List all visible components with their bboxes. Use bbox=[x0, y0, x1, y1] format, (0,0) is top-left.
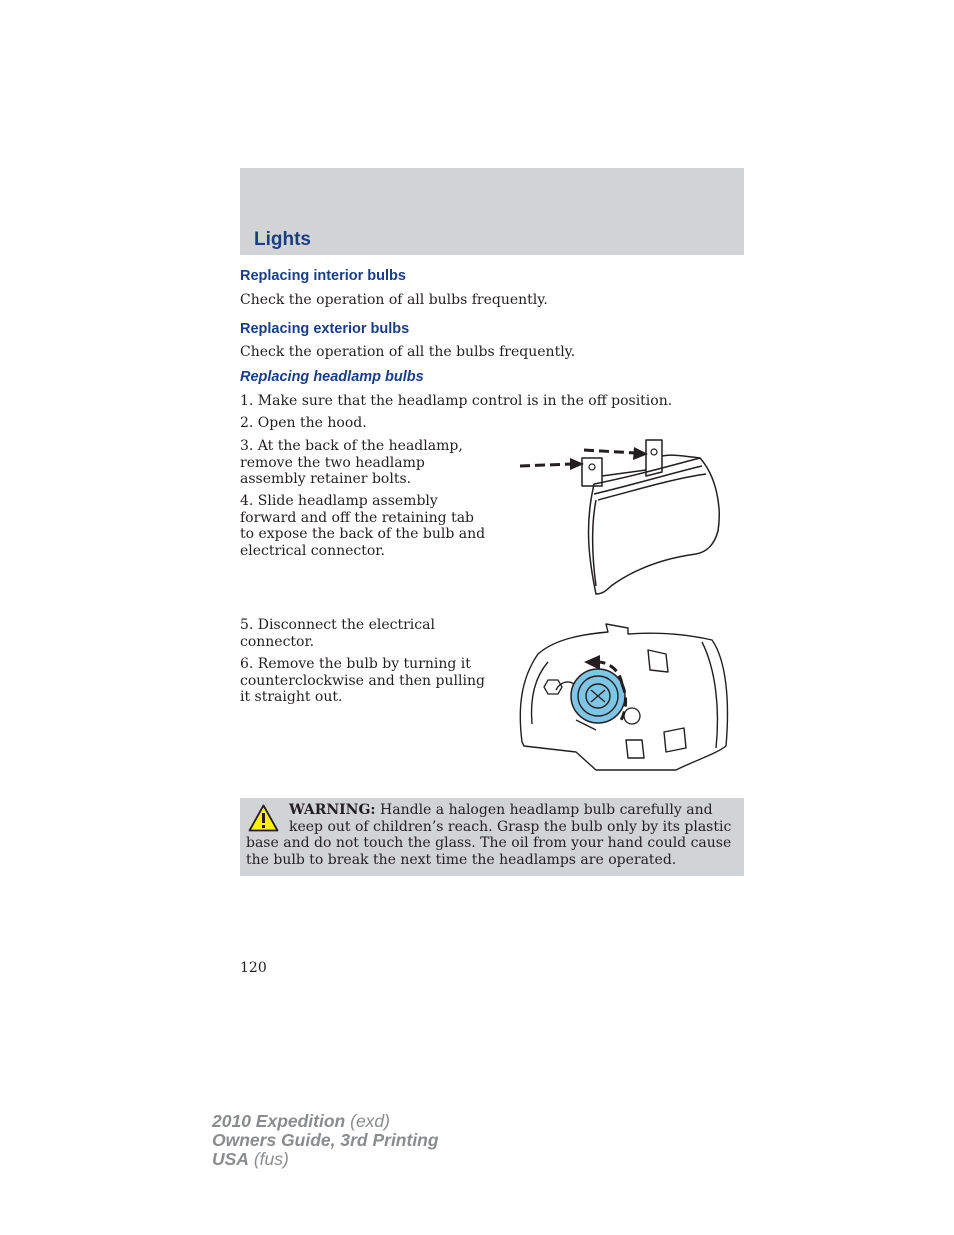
warning-text bbox=[246, 802, 736, 868]
footer-market: USA bbox=[212, 1149, 249, 1169]
heading-headlamp-bulbs: Replacing headlamp bulbs bbox=[240, 369, 424, 385]
interior-bulbs-text: Check the operation of all bulbs frequently. bbox=[240, 292, 548, 308]
footer-line-2: Owners Guide, 3rd Printing bbox=[212, 1130, 439, 1150]
footer-market-code: (fus) bbox=[253, 1149, 289, 1169]
page-number: 120 bbox=[240, 960, 267, 976]
footer-model-code: (exd) bbox=[350, 1111, 390, 1131]
footer-line-3 bbox=[212, 1150, 439, 1169]
footer-model: 2010 Expedition bbox=[212, 1111, 346, 1131]
section-title: Lights bbox=[254, 229, 311, 250]
heading-interior-bulbs: Replacing interior bulbs bbox=[240, 268, 406, 284]
heading-exterior-bulbs: Replacing exterior bulbs bbox=[240, 321, 410, 337]
step-4: 4. Slide headlamp assembly forward and off the retaining tab to expose the back of the bulb and electrical connector. bbox=[240, 493, 486, 559]
step-6: 6. Remove the bulb by turning it counterclockwise and then pulling it straight out. bbox=[240, 656, 485, 705]
footer-line-1 bbox=[212, 1112, 439, 1131]
warning-box bbox=[240, 798, 744, 876]
warning-body: Handle a halogen headlamp bulb carefully and keep out of children’s reach. Grasp the bulb only by its plastic base and do not touch the glass. The oil from your hand could cause the bulb to break the next time the headlamps are operated. bbox=[246, 802, 732, 868]
step-3: 3. At the back of the headlamp, remove the two headlamp assembly retainer bolts. bbox=[240, 438, 463, 487]
footer-edition-info bbox=[212, 1112, 439, 1169]
warning-icon-spacer bbox=[246, 802, 289, 832]
step-5: 5. Disconnect the electrical connector. bbox=[240, 617, 435, 650]
step-1: 1. Make sure that the headlamp control is in the off position. bbox=[240, 393, 673, 409]
section-header-band bbox=[240, 168, 744, 255]
exterior-bulbs-text: Check the operation of all the bulbs frequently. bbox=[240, 344, 576, 360]
step-2: 2. Open the hood. bbox=[240, 415, 367, 431]
headlamp-bulb-removal-illustration bbox=[516, 620, 738, 774]
headlamp-retainer-bolts-illustration bbox=[516, 436, 722, 598]
warning-label: WARNING: bbox=[289, 802, 376, 818]
